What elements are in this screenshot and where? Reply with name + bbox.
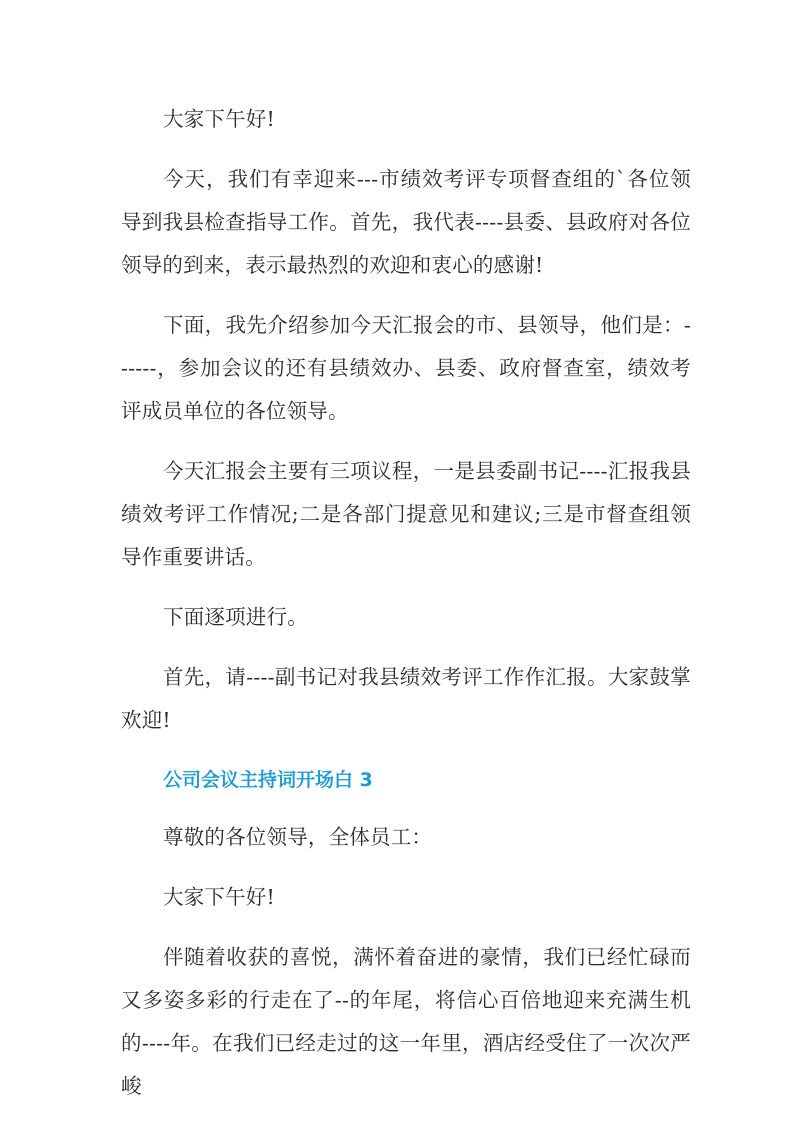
- greeting-paragraph-2: 大家下午好!: [163, 885, 275, 909]
- salutation-paragraph: 尊敬的各位领导，全体员工：: [163, 825, 433, 849]
- section-heading: 公司会议主持词开场白 3: [163, 769, 373, 791]
- welcome-paragraph: 今天，我们有幸迎来---市绩效考评专项督查组的`各位领导到我县检查指导工作。首先，我代表----县委、县政府对各位领导的到来，表示最热烈的欢迎和衷心的感谢!: [121, 167, 691, 277]
- introduction-paragraph: 下面，我先介绍参加今天汇报会的市、县领导，他们是：------，参加会议的还有县绩效办、县委、政府督查室，绩效考评成员单位的各位领导。: [121, 313, 691, 423]
- document-page: [121, 98, 691, 1125]
- greeting-paragraph: 大家下午好!: [163, 107, 275, 131]
- report-invite-paragraph: 首先，请----副书记对我县绩效考评工作作汇报。大家鼓掌欢迎!: [121, 665, 691, 732]
- opening-paragraph: 伴随着收获的喜悦，满怀着奋进的豪情，我们已经忙碌而又多姿多彩的行走在了--的年尾，将信心百倍地迎来充满生机的----年。在我们已经走过的这一年里，酒店经受住了一次次严峻: [121, 945, 691, 1098]
- proceed-paragraph: 下面逐项进行。: [163, 605, 308, 629]
- agenda-paragraph: 今天汇报会主要有三项议程，一是县委副书记----汇报我县绩效考评工作情况;二是各部门提意见和建议;三是市督查组领导作重要讲话。: [121, 459, 691, 569]
